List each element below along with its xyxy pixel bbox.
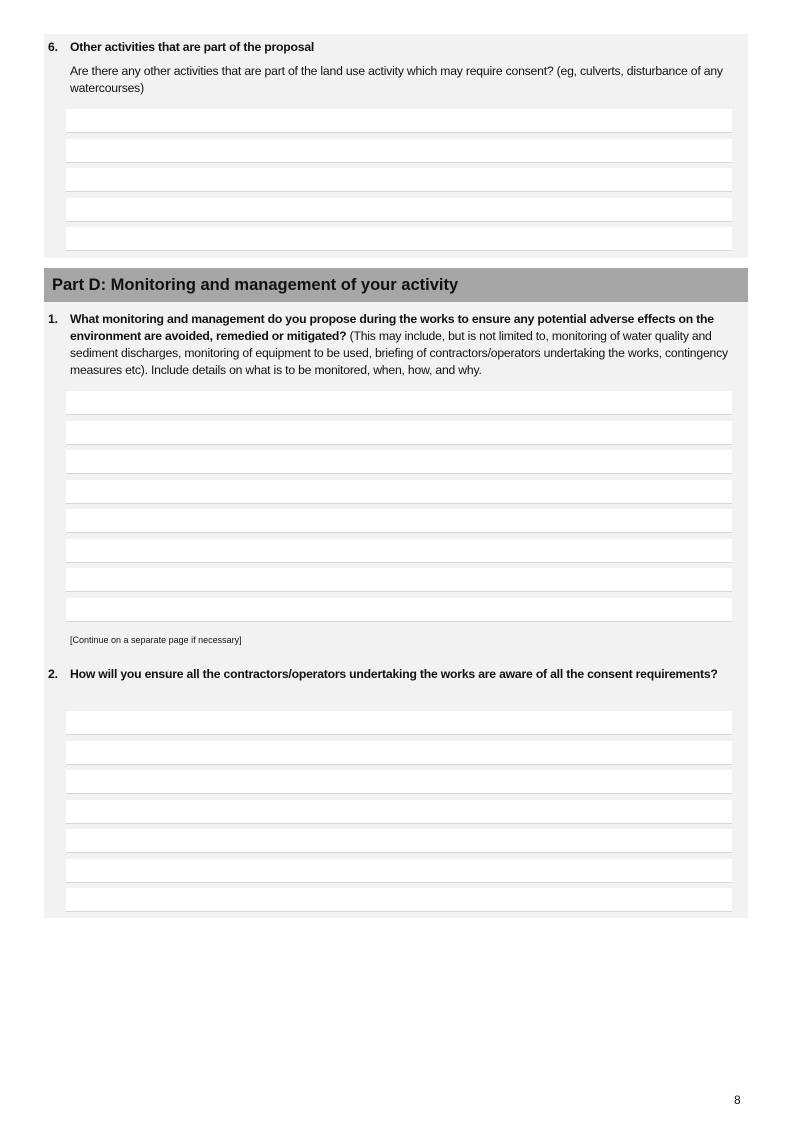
question-title: How will you ensure all the contractors/operators undertaking the works are aware of all the consent requirements?	[70, 667, 718, 681]
d1-answer-line-8[interactable]	[66, 598, 732, 622]
section-header	[44, 268, 748, 302]
d2-answer-line-3[interactable]	[66, 770, 732, 794]
d2-answer-line-7[interactable]	[66, 888, 732, 912]
d1-answer-line-4[interactable]	[66, 480, 732, 504]
question-number: 2.	[48, 667, 58, 681]
d1-answer-line-1[interactable]	[66, 391, 732, 415]
continue-note: [Continue on a separate page if necessary]	[70, 635, 242, 645]
d1-answer-line-5[interactable]	[66, 509, 732, 533]
q6-answer-line-4[interactable]	[66, 198, 732, 222]
question-d1	[48, 311, 728, 379]
question-text: (This may include, but is not limited to, monitoring of water quality and sediment discharges, monitoring of equipment to be used, briefing of contractors/operators undertaking the works, contingency measures etc). Include details on what is to be monitored, when, how, and why.	[70, 329, 728, 377]
question-number: 6.	[48, 40, 58, 54]
section-title: Part D: Monitoring and management of your activity	[52, 276, 459, 294]
q6-answer-line-5[interactable]	[66, 227, 732, 251]
d2-answer-line-5[interactable]	[66, 829, 732, 853]
d1-answer-line-2[interactable]	[66, 421, 732, 445]
q6-answer-line-3[interactable]	[66, 168, 732, 192]
question-6	[48, 39, 728, 97]
d1-answer-line-3[interactable]	[66, 450, 732, 474]
question-d2	[48, 666, 728, 683]
page-number: 8	[734, 1093, 741, 1107]
question-text: Are there any other activities that are part of the land use activity which may require consent? (eg, culverts, disturbance of any watercourses)	[70, 64, 723, 95]
question-title: What monitoring and management do you propose during the works to ensure any potential adverse effects on the environment are avoided, remedied or mitigated?	[70, 312, 714, 343]
q6-answer-line-2[interactable]	[66, 139, 732, 163]
d2-answer-line-4[interactable]	[66, 800, 732, 824]
q6-answer-line-1[interactable]	[66, 109, 732, 133]
question-number: 1.	[48, 312, 58, 326]
d1-answer-line-6[interactable]	[66, 539, 732, 563]
d2-answer-line-1[interactable]	[66, 711, 732, 735]
d2-answer-line-6[interactable]	[66, 859, 732, 883]
d2-answer-line-2[interactable]	[66, 741, 732, 765]
question-title: Other activities that are part of the proposal	[70, 40, 315, 54]
d1-answer-line-7[interactable]	[66, 568, 732, 592]
